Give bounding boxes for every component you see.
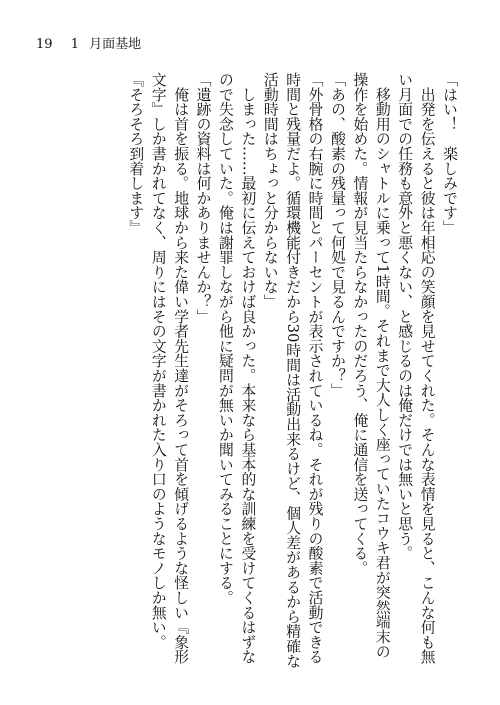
running-header	[36, 37, 155, 53]
text-line: 移動用のシャトルに乗って1時間。それまで大人しく座っていたコウキ君が突然端末の	[373, 72, 391, 659]
text-line: 操作を始めた。情報が見当たらなかったのだろう、俺に通信を送ってくる。	[351, 72, 369, 576]
page-number: 19	[36, 37, 53, 52]
text-line: 俺は首を振る。地球から来た偉い学者先生達がそろって首を傾げるような怪しい『象形	[172, 72, 190, 664]
text-line: 「外骨格の右腕に時間とパーセントが表示されているね。それが残りの酸素で活動できる	[306, 72, 324, 664]
text-line: しまった……最初に伝えておけば良かった。本来なら基本的な訓練を受けてくるはずな	[239, 72, 257, 664]
text-line: 「あの、酸素の残量って何処で見るんですか？」	[328, 72, 346, 398]
text-line: 出発を伝えると彼は年相応の笑顔を見せてくれた。そんな表情を見ると、こんな何も無	[418, 72, 436, 664]
text-line: 活動時間はちょっと分からないな」	[261, 72, 279, 309]
text-line: 文字』しか書かれてなく、周りにはその文字が書かれた入り口のようなモノしか無い。	[149, 72, 167, 650]
chapter-number: 1	[70, 37, 79, 52]
text-line: ので失念していた。俺は謝罪しながら他に疑問が無いか聞いてみることにする。	[216, 72, 234, 605]
text-line: 時間と残量だよ。循環機能付きだから30時間は活動出来るけど、個人差があるから精確な	[284, 72, 302, 669]
text-line: 「はい！ 楽しみです」	[441, 72, 458, 235]
text-line: 『そろそろ到着します』	[127, 72, 145, 235]
text-line: い月面での任務も意外と悪くない、と感じるのは俺だけでは無いと思う。	[396, 72, 414, 561]
chapter-title: 月面基地	[89, 37, 142, 52]
vertical-text-body	[124, 72, 460, 684]
text-line: 「遺跡の資料は何かありませんか？」	[194, 72, 212, 324]
